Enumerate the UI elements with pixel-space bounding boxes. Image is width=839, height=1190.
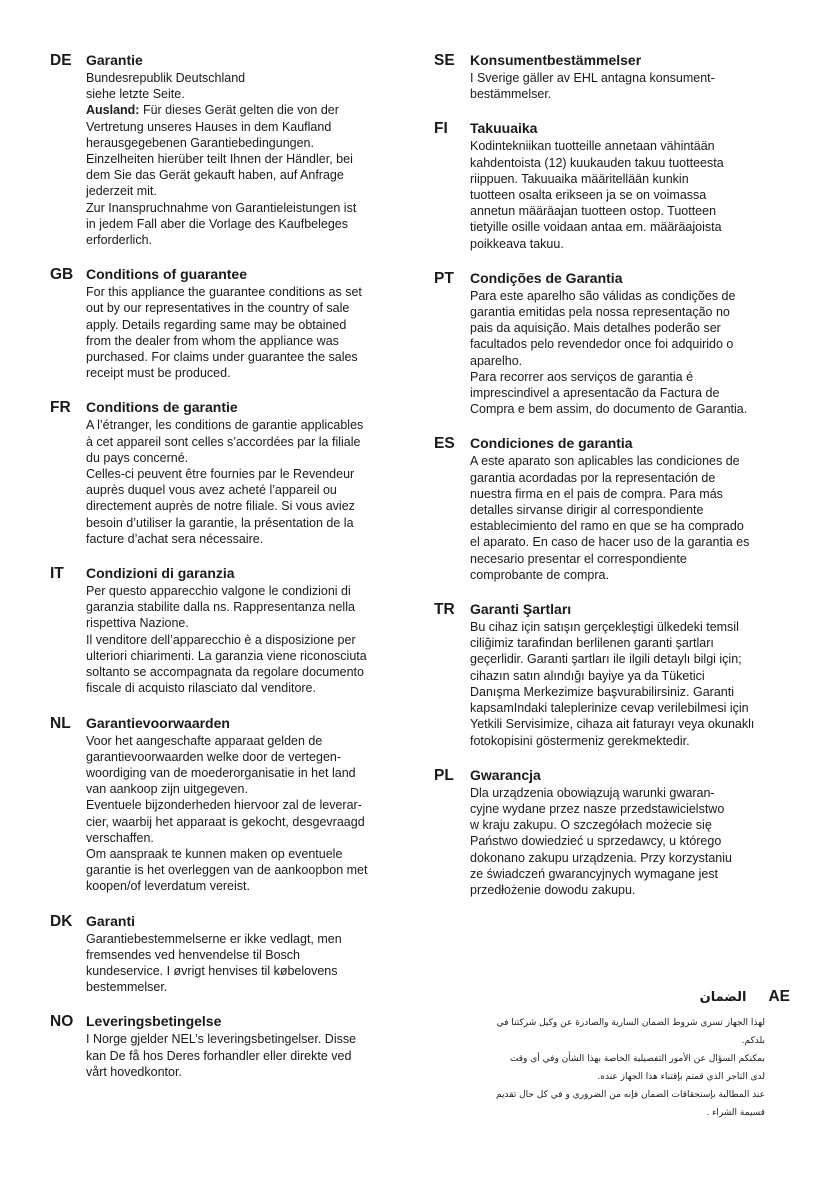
ae-title: الضمان [699,989,747,1005]
section-title: Leveringsbetingelse [86,1013,222,1030]
section-title: Konsumentbestämmelser [470,52,642,68]
section-title: Garantie [86,52,143,68]
country-code: IT [50,565,64,583]
section-title: Garanti Şartları [470,601,572,618]
paragraph [86,797,415,846]
section-title: Condizioni di garanzia [86,565,235,582]
paragraph [470,369,794,418]
section-content [470,767,794,898]
section-body [86,284,415,381]
paragraph-text: Kodintekniikan tuotteille annetaan vähintään kahdentoista (12) kuukauden takuu tuotteesta riippuen. Takuuaika määritellään kunkin tuotteen osalta erikseen ja se on voimassa annetun määräajan tuotteen ostop. Tuotteen tietyille osille voidaan antaa em. määräajoista poikkeava takuu. [470,139,724,251]
section-ae [440,988,790,1122]
paragraph [86,466,415,547]
country-code: SE [434,52,455,69]
paragraph-text: Para este aparelho são válidas as condições de garantia emitidas pela nossa representação no pais da aquisição. Mais detalhes poderão ser facultados pelo revendedor once foi adquirido o aparelho. [470,288,736,368]
paragraph [86,200,415,249]
section-fi [434,120,794,251]
country-code: NO [50,1013,74,1031]
section-pl [434,767,794,898]
country-code: ES [434,435,455,453]
section-content [86,715,415,895]
country-code: FI [434,120,448,138]
paragraph [470,453,794,583]
paragraph [86,417,415,466]
paragraph [86,931,415,996]
section-content [470,601,794,749]
paragraph [470,288,794,369]
paragraph-text: Per questo apparecchio valgone le condizioni di garanzia stabilite dalla ns. Rappresentanza nella rispettiva Nazione. [86,584,355,631]
section-content [86,913,415,996]
section-title: Garantievoorwaarden [86,714,230,731]
section-body [86,931,415,996]
section-body [470,453,794,583]
section-title: Conditions of guarantee [86,266,247,283]
section-body [470,138,794,251]
paragraph-text: Om aanspraak te kunnen maken op eventuele garantie is het overleggen van de aankoopbon met koopen/of leverdatum vereist. [86,846,368,894]
country-code: TR [434,601,455,619]
ae-line: بمكنكم السؤال عن الأمور التفصيلية الخاصة بهذا الشأن وفي أي وقت [509,1054,765,1064]
ae-line: لهذا الجهاز تسري شروط الضمان السارية والصادرة عن وكيل شركتنا في [496,1018,765,1028]
section-se [434,52,794,102]
paragraph [86,70,415,102]
paragraph [470,785,794,898]
section-body [86,733,415,895]
paragraph [86,632,415,697]
ae-line: قسيمة الشراء . [706,1108,765,1118]
paragraph-text: Dla urządzenia obowiązują warunki gwaran- cyjne wydane przez nasze przedstawicielstwo w kraju zakupu. O szczegółach możecie się Państwo dowiedzieć u sprzedawcy, u którego dokonano zakupu urządzenia. Przy korzystaniu ze świadczeń gwarancyjnych wymagane jest przedłożenie dowodu zakupu. [470,785,732,897]
section-content [470,435,794,583]
paragraph-text: Il venditore dell’apparecchio è a disposizione per ulteriori chiarimenti. La garanzia viene riconosciuta soltanto se accompagnata da regolare documento fiscale di acquisto rilasciato dal venditore. [86,632,367,696]
paragraph-text: Garantiebestemmelserne er ikke vedlagt, men fremsendes ved henvendelse til Bosch kundeservice. I øvrigt henvises til købelovens bestemmelser. [86,931,342,995]
section-tr [434,601,794,749]
section-pt [434,270,794,418]
ae-line: عند المطالبة بإستحقاقات الضمان فإنه من الضروري و في كل حال تقديم [495,1090,765,1100]
section-content [470,120,794,251]
section-body [470,288,794,418]
paragraph [86,733,415,798]
paragraph [470,619,794,749]
section-content [470,52,794,102]
paragraph [86,846,415,895]
section-content [86,266,415,381]
paragraph-lead: Ausland: [86,103,140,118]
section-es [434,435,794,583]
paragraph-text: I Norge gjelder NEL’s leveringsbetingelser. Disse kan De få hos Deres forhandler eller direkte ved vårt hovedkontor. [86,1032,357,1079]
paragraph [470,70,794,102]
left-column [50,52,415,1098]
right-column [434,52,794,916]
country-code: NL [50,714,71,732]
paragraph-text: Bu cihaz için satışın gerçekleştigi ülkedeki temsil ciliğimiz tarafindan berlilenen garanti şartları geçerlidir. Garanti şartları ile ilgili detaylı bilgi için; cihazın satın alındığı bayiye ya da Tüketici Danışma Merkezimize başvurabilirsiniz. Garanti kapsamIndaki taleplerinize cevap verilebilmesi için Yetkili Servisimize, cihaza ait faturayı veya okunaklı fotokopisini göstermeniz gerekmektedir. [470,620,755,748]
paragraph [86,583,415,632]
section-body [86,70,415,248]
section-title: Condiciones de garantia [470,435,633,452]
section-content [86,52,415,248]
section-nl [50,715,415,895]
section-no [50,1013,415,1080]
section-body [470,619,794,749]
ae-body [440,1014,765,1122]
country-code: GB [50,266,74,284]
paragraph-text: Voor het aangeschafte apparaat gelden de garantievoorwaarden welke door de vertegen- woordiging van de moederorganisatie in het land van aankoop zijn uitgegeven. [86,733,356,797]
section-content [86,565,415,696]
country-code: PL [434,766,454,784]
paragraph-text: Zur Inanspruchnahme von Garantieleistungen ist in jedem Fall aber die Vorlage des Kaufbeleges erforderlich. [86,200,357,248]
section-gb [50,266,415,381]
country-code: DE [50,52,72,69]
section-content [86,1013,415,1080]
section-body [86,417,415,547]
section-body [86,583,415,696]
section-title: Garanti [86,912,136,929]
paragraph [470,138,794,251]
section-content [470,270,794,418]
section-title: Gwarancja [470,766,541,783]
section-fr [50,399,415,547]
paragraph-text: For this appliance the guarantee conditions as set out by our representatives in the country of sale apply. Details regarding same may be obtained from the dealer from whom the appliance was purchased. For claims under guarantee the sales receipt must be produced. [86,285,362,381]
ae-header [440,988,790,1006]
ae-line: بلدكم. [741,1036,765,1046]
country-code: PT [434,269,454,287]
paragraph [86,284,415,381]
paragraph-text: Für dieses Gerät gelten die von der Vertretung unseres Hauses in dem Kaufland herausgegebenen Garantiebedingungen. Einzelheiten hierüber teilt Ihnen der Händler, bei dem Sie das Gerät gekauft haben, auf Anfrage jederzeit mit. [86,103,353,199]
section-body [86,1031,415,1080]
ae-country-code: AE [768,988,790,1005]
section-title: Takuuaika [470,120,538,137]
ae-line: لدى التاجر الذي قمتم بإقتناء هذا الجهاز عنده. [597,1072,765,1082]
country-code: DK [50,912,73,930]
paragraph-text: I Sverige gäller av EHL antagna konsument- bestämmelser. [470,71,715,102]
paragraph-text: A este aparato son aplicables las condiciones de garantia acordadas por la representación de nuestra firma en el pais de compra. Para más detalles sirvanse dirigir al correspondiente establecimiento del ramo en que se ha comprado el aparato. En caso de hacer uso de la garantia es necesario presentar el correspondiente comprobante de compra. [470,454,750,582]
country-code: FR [50,399,71,417]
section-it [50,565,415,696]
section-body [470,70,794,102]
section-de [50,52,415,248]
section-dk [50,913,415,996]
section-title: Condições de Garantia [470,269,623,286]
section-body [470,785,794,898]
paragraph [86,102,415,199]
paragraph [86,1031,415,1080]
paragraph-text: Para recorrer aos serviços de garantia é imprescindivel a apresentacão da Factura de Compra e bem assim, do documento de Garantia. [470,369,748,417]
paragraph-text: Celles-ci peuvent être fournies par le Revendeur auprès duquel vous avez acheté l’appareil ou directement auprès de notre filiale. Si vous aviez besoin d’utiliser la garantie, la présentation de la facture d’achat sera nécessaire. [86,467,355,546]
section-content [86,399,415,547]
section-title: Conditions de garantie [86,399,238,416]
paragraph-text: Eventuele bijzonderheden hiervoor zal de leverar- cier, waarbij het apparaat is gekocht, desgevraagd verschaffen. [86,798,365,845]
paragraph-text: Bundesrepublik Deutschland siehe letzte Seite. [86,71,246,102]
paragraph-text: A l’étranger, les conditions de garantie applicables à cet appareil sont celles s’accordées par la filiale du pays concerné. [86,418,364,465]
